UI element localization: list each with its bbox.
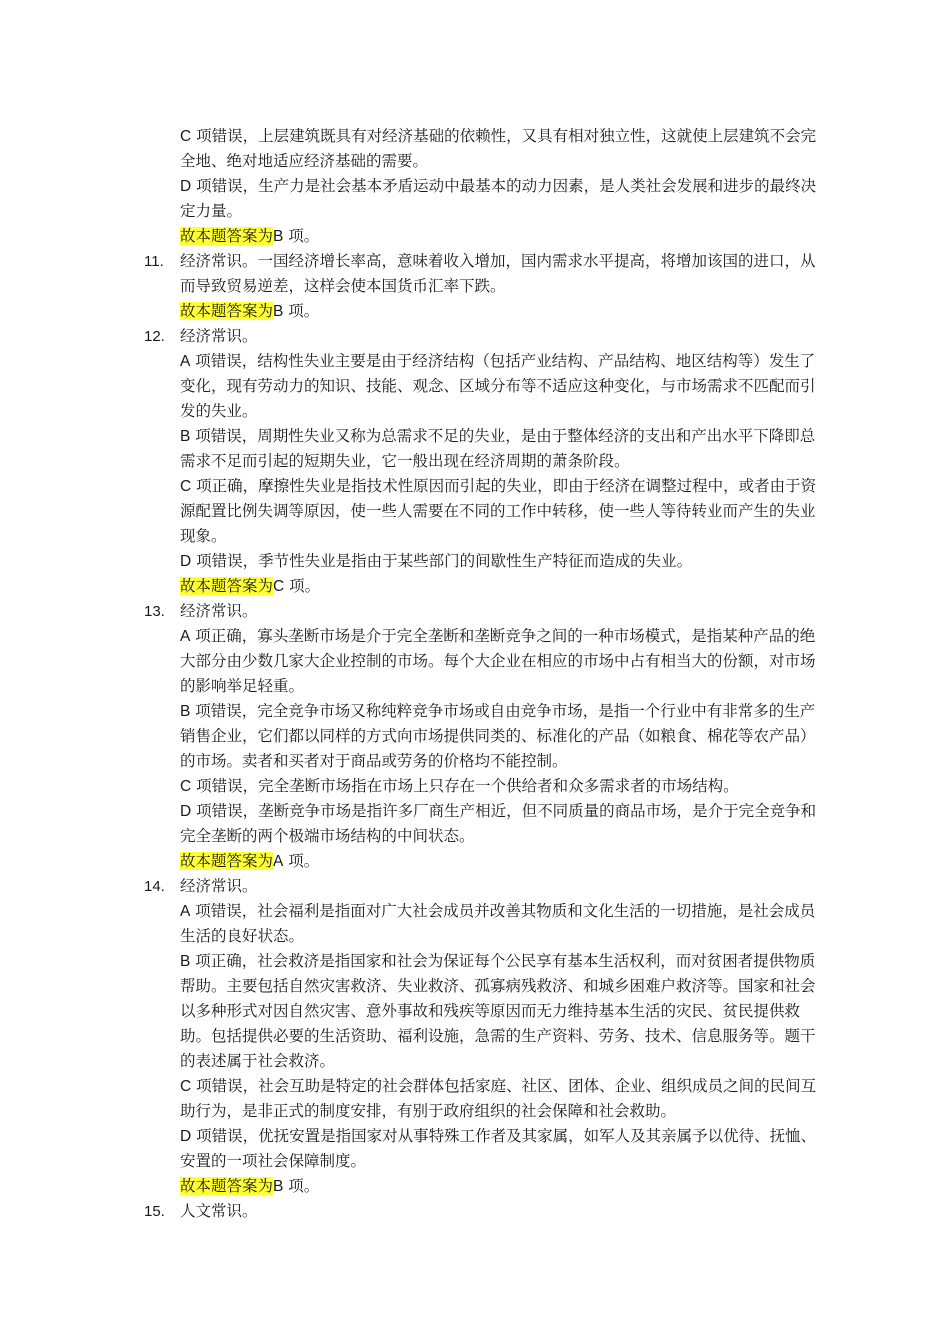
option-letter: C [180, 778, 192, 795]
question-item [0, 599, 820, 624]
option-explanation [0, 774, 820, 799]
answer-line [0, 224, 820, 249]
question-number: 14. [144, 878, 165, 895]
option-explanation [0, 699, 820, 774]
answer-line [0, 849, 820, 874]
option-explanation [0, 174, 820, 224]
answer-suffix: 项。 [283, 1177, 320, 1195]
answer-line [0, 1174, 820, 1199]
question-item [0, 324, 820, 349]
option-text: 项错误，季节性失业是指由于某些部门的间歇性生产特征而造成的失业。 [191, 552, 693, 570]
option-explanation [0, 124, 820, 174]
question-text: 经济常识。 [180, 602, 258, 620]
answer-letter: B [273, 1178, 284, 1195]
answer-suffix: 项。 [283, 852, 320, 870]
option-text: 项错误，社会互助是特定的社会群体包括家庭、社区、团体、企业、组织成员之间的民间互助行为，是非正式的制度安排，有别于政府组织的社会保障和社会救助。 [180, 1077, 817, 1120]
option-text: 项错误，结构性失业主要是由于经济结构（包括产业结构、产品结构、地区结构等）发生了变化，现有劳动力的知识、技能、观念、区域分布等不适应这种变化，与市场需求不匹配而引发的失业。 [180, 352, 816, 420]
question-text: 经济常识。 [180, 877, 258, 895]
question-text: 人文常识。 [180, 1202, 258, 1220]
option-explanation [0, 474, 820, 549]
question-number: 13. [144, 603, 165, 620]
option-letter: D [180, 1128, 192, 1145]
document-page [0, 124, 950, 1224]
answer-highlight: 故本题答案为 [180, 227, 274, 245]
option-explanation [0, 1124, 820, 1174]
option-text: 项错误，优抚安置是指国家对从事特殊工作者及其家属，如军人及其亲属予以优待、抚恤、安置的一项社会保障制度。 [180, 1127, 817, 1170]
answer-letter: A [273, 853, 284, 870]
question-number: 12. [144, 328, 165, 345]
answer-suffix: 项。 [284, 577, 321, 595]
answer-line [0, 299, 820, 324]
option-letter: D [180, 803, 192, 820]
question-item [0, 249, 820, 299]
option-letter: C [180, 128, 192, 145]
option-text: 项错误，垄断竞争市场是指许多厂商生产相近，但不同质量的商品市场，是介于完全竞争和完全垄断的两个极端市场结构的中间状态。 [180, 802, 817, 845]
option-text: 项错误，完全垄断市场指在市场上只存在一个供给者和众多需求者的市场结构。 [191, 777, 739, 795]
option-letter: A [180, 353, 191, 370]
option-explanation [0, 624, 820, 699]
option-explanation [0, 1074, 820, 1124]
option-explanation [0, 899, 820, 949]
option-text: 项错误，周期性失业又称为总需求不足的失业，是由于整体经济的支出和产出水平下降即总需求不足而引起的短期失业，它一般出现在经济周期的萧条阶段。 [180, 427, 816, 470]
option-letter: B [180, 703, 191, 720]
option-letter: B [180, 953, 191, 970]
answer-letter: B [273, 228, 284, 245]
answer-suffix: 项。 [283, 302, 320, 320]
option-letter: C [180, 478, 192, 495]
option-text: 项错误，生产力是社会基本矛盾运动中最基本的动力因素，是人类社会发展和进步的最终决定力量。 [180, 177, 817, 220]
option-text: 项错误，上层建筑既具有对经济基础的依赖性，又具有相对独立性，这就使上层建筑不会完全地、绝对地适应经济基础的需要。 [180, 127, 817, 170]
option-explanation [0, 424, 820, 474]
answer-letter: C [273, 578, 285, 595]
answer-letter: B [273, 303, 284, 320]
option-letter: C [180, 1078, 192, 1095]
option-letter: D [180, 178, 192, 195]
option-explanation [0, 949, 820, 1074]
option-text: 项正确，社会救济是指国家和社会为保证每个公民享有基本生活权利，而对贫困者提供物质帮助。主要包括自然灾害救济、失业救济、孤寡病残救济、和城乡困难户救济等。国家和社会以多种形式对因自然灾害、意外事故和残疾等原因而无力维持基本生活的灾民、贫民提供救助。包括提供必要的生活资助、福利设施，急需的生产资料、劳务、技术、信息服务等。题干的表述属于社会救济。 [180, 952, 816, 1070]
question-number: 15. [144, 1203, 165, 1220]
answer-suffix: 项。 [283, 227, 320, 245]
option-text: 项错误，社会福利是指面对广大社会成员并改善其物质和文化生活的一切措施，是社会成员生活的良好状态。 [180, 902, 816, 945]
question-text: 经济常识。 [180, 327, 258, 345]
answer-line [0, 574, 820, 599]
option-text: 项正确，摩擦性失业是指技术性原因而引起的失业，即由于经济在调整过程中，或者由于资源配置比例失调等原因，使一些人需要在不同的工作中转移，使一些人等待转业而产生的失业现象。 [180, 477, 817, 545]
option-explanation [0, 799, 820, 849]
answer-highlight: 故本题答案为 [180, 577, 274, 595]
question-item [0, 874, 820, 899]
option-explanation [0, 549, 820, 574]
question-number: 11. [144, 253, 164, 270]
option-letter: B [180, 428, 191, 445]
answer-highlight: 故本题答案为 [180, 852, 274, 870]
question-text: 经济常识。一国经济增长率高，意味着收入增加，国内需求水平提高，将增加该国的进口，从而导致贸易逆差，这样会使本国货币汇率下跌。 [180, 252, 816, 295]
question-item [0, 1199, 820, 1224]
answer-highlight: 故本题答案为 [180, 1177, 274, 1195]
option-letter: A [180, 628, 191, 645]
option-text: 项正确，寡头垄断市场是介于完全垄断和垄断竞争之间的一种市场模式，是指某种产品的绝大部分由少数几家大企业控制的市场。每个大企业在相应的市场中占有相当大的份额，对市场的影响举足轻重。 [180, 627, 816, 695]
option-letter: D [180, 553, 192, 570]
option-text: 项错误，完全竞争市场又称纯粹竞争市场或自由竞争市场，是指一个行业中有非常多的生产销售企业，它们都以同样的方式向市场提供同类的、标准化的产品（如粮食、棉花等农产品）的市场。卖者和买者对于商品或劳务的价格均不能控制。 [180, 702, 816, 770]
answer-highlight: 故本题答案为 [180, 302, 274, 320]
option-explanation [0, 349, 820, 424]
option-letter: A [180, 903, 191, 920]
